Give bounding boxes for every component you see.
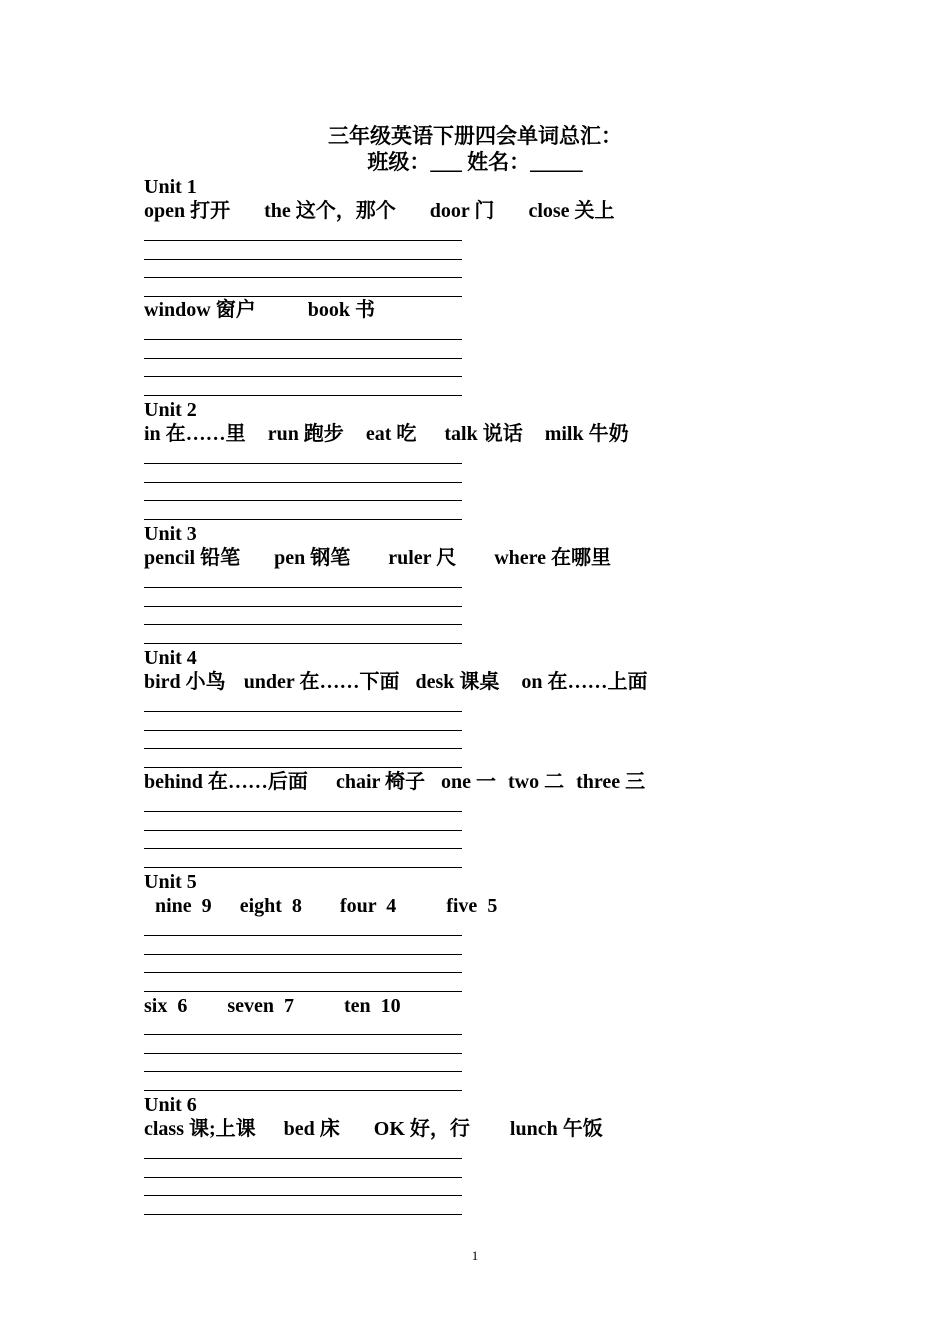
vocab-word: open 打开 (144, 200, 231, 222)
writing-line (144, 1090, 462, 1091)
page-number: 1 (471, 1248, 479, 1263)
word-row (144, 197, 615, 225)
word-row (144, 668, 647, 696)
vocab-word: book 书 (307, 299, 375, 321)
writing-line (144, 954, 462, 955)
vocab-word: milk 牛奶 (544, 423, 629, 445)
vocab-word: under 在……下面 (243, 671, 400, 693)
writing-line (144, 935, 462, 936)
writing-line (144, 259, 462, 260)
unit-heading: Unit 1 (144, 176, 197, 198)
unit-heading: Unit 4 (144, 647, 197, 669)
writing-line (144, 277, 462, 278)
vocab-word: on 在……上面 (521, 671, 648, 693)
word-row (155, 892, 497, 920)
writing-line (144, 1214, 462, 1215)
vocab-word: five 5 (446, 895, 498, 917)
vocab-word: two 二 (508, 771, 565, 793)
vocab-word: seven 7 (227, 995, 295, 1017)
vocab-word: class 课;上课 (144, 1118, 256, 1140)
vocab-word: four 4 (339, 895, 397, 917)
vocab-word: lunch 午饭 (509, 1118, 603, 1140)
word-row (144, 992, 401, 1020)
writing-line (144, 339, 462, 340)
writing-line (144, 1071, 462, 1072)
vocab-word: OK 好，行 (373, 1118, 470, 1140)
unit-heading: Unit 5 (144, 871, 197, 893)
vocab-word: pen 钢笔 (274, 547, 351, 569)
vocab-word: talk 说话 (444, 423, 523, 445)
unit-heading: Unit 3 (144, 523, 197, 545)
writing-line (144, 1177, 462, 1178)
writing-line (144, 376, 462, 377)
writing-line (144, 624, 462, 625)
vocab-word: one 一 (441, 771, 497, 793)
vocab-word: chair 椅子 (335, 771, 426, 793)
class-name-line: 班级：___ 姓名：_____ (367, 150, 583, 174)
word-row (144, 544, 611, 572)
writing-line (144, 811, 462, 812)
word-row (144, 1115, 603, 1143)
vocab-word: close 关上 (528, 200, 615, 222)
vocab-word: eight 8 (239, 895, 302, 917)
writing-line (144, 867, 462, 868)
writing-line (144, 1158, 462, 1159)
unit-heading: Unit 6 (144, 1094, 197, 1116)
writing-line (144, 972, 462, 973)
word-row (144, 768, 645, 796)
vocab-word: run 跑步 (267, 423, 344, 445)
vocab-word: nine 9 (155, 895, 212, 917)
writing-line (144, 587, 462, 588)
vocab-word: desk 课桌 (415, 671, 500, 693)
page-title: 三年级英语下册四会单词总汇： (328, 124, 622, 148)
writing-line (144, 730, 462, 731)
unit-heading: Unit 2 (144, 399, 197, 421)
word-row (144, 420, 629, 448)
vocab-word: bird 小鸟 (144, 671, 226, 693)
vocab-word: three 三 (576, 771, 646, 793)
writing-line (144, 358, 462, 359)
vocab-word: where 在哪里 (494, 547, 612, 569)
writing-line (144, 1053, 462, 1054)
vocab-word: pencil 铅笔 (144, 547, 241, 569)
vocab-word: ten 10 (344, 995, 401, 1017)
vocab-word: door 门 (429, 200, 495, 222)
writing-line (144, 500, 462, 501)
writing-line (144, 606, 462, 607)
vocab-word: ruler 尺 (388, 547, 457, 569)
vocab-word: the 这个，那个 (264, 200, 396, 222)
vocab-word: window 窗户 (144, 299, 256, 321)
vocab-word: six 6 (144, 995, 188, 1017)
writing-line (144, 1034, 462, 1035)
vocab-word: eat 吃 (365, 423, 417, 445)
writing-line (144, 395, 462, 396)
vocab-word: behind 在……后面 (144, 771, 308, 793)
vocab-word: bed 床 (283, 1118, 340, 1140)
writing-line (144, 748, 462, 749)
writing-line (144, 519, 462, 520)
writing-line (144, 482, 462, 483)
vocab-word: in 在……里 (144, 423, 246, 445)
writing-line (144, 830, 462, 831)
writing-line (144, 711, 462, 712)
writing-line (144, 1195, 462, 1196)
word-row (144, 296, 375, 324)
writing-line (144, 463, 462, 464)
writing-line (144, 848, 462, 849)
writing-line (144, 643, 462, 644)
writing-line (144, 240, 462, 241)
